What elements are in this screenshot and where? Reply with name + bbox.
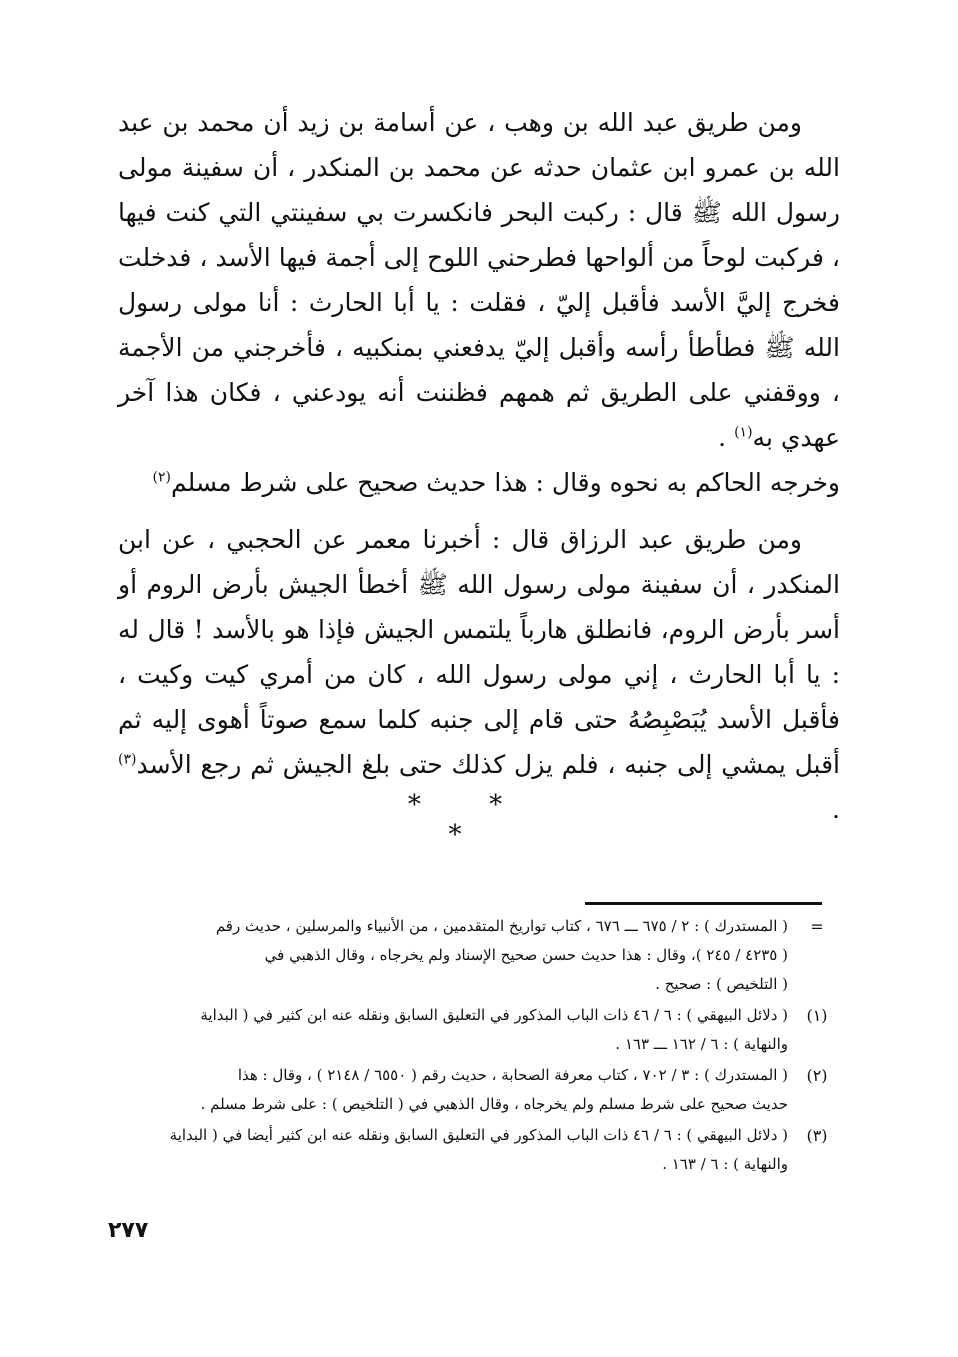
paragraph: [118, 460, 840, 505]
footnote-line: والنهاية ) : ٦ / ١٦٢ ـــ ١٦٣ .: [615, 1035, 788, 1053]
footnote-marker: =: [810, 917, 824, 936]
paragraph-text: وخرجه الحاكم به نحوه وقال : هذا حديث صحيح على شرط مسلم: [170, 468, 840, 497]
paragraph-text: ومن طريق عبد الله بن وهب ، عن أسامة بن زيد أن محمد بن عبد الله بن عمرو ابن عثمان حدثه عن محمد بن المنكدر ، أن سفينة مولى رسول الله ﷺ قال : ركبت البحر فانكسرت بي سفينتي التي كنت فيها ، فركبت لوحاً من ألواحها فطرحني اللوح إلى أجمة فيها الأسد ، فدخلت فخرج إليَّ الأسد فأقبل إليّ ، فقلت : يا أبا الحارث : أنا مولى رسول الله ﷺ فطأطأ رأسه وأقبل إليّ يدفعني بمنكبيه ، فأخرجني من الأجمة ، ووقفني على الطريق ثم همهم فظننت أنه يودعني ، فكان هذا آخر عهدي به: [118, 108, 840, 452]
section-separator: * * *: [407, 790, 533, 850]
footnote-marker: (٣): [806, 1126, 828, 1145]
footnote-marker: (٢): [806, 1066, 828, 1085]
footnotes: [108, 912, 840, 1181]
footnote-item: [108, 912, 840, 999]
footnote-divider: [585, 902, 822, 905]
page-number: ٢٧٧: [108, 1218, 149, 1243]
paragraph-end: .: [718, 423, 735, 452]
footnote-item: [108, 1121, 840, 1179]
footnote-item: [108, 1001, 840, 1059]
footnote-marker: (١): [806, 1006, 828, 1025]
footnote-line: ( المستدرك ) : ٢ / ٦٧٥ ـــ ٦٧٦ ، كتاب تواريخ المتقدمين ، من الأنبياء والمرسلين ، حديث رقم: [215, 917, 788, 935]
main-text: [118, 100, 840, 832]
paragraph-end: .: [832, 795, 840, 824]
footnote-ref: (١): [734, 424, 753, 441]
footnote-line: ( دلائل البيهقي ) : ٦ / ٤٦ ذات الباب المذكور في التعليق السابق ونقله عنه ابن كثير في ( البداية: [200, 1006, 788, 1024]
paragraph: [118, 100, 840, 460]
footnote-line: والنهاية ) : ٦ / ١٦٣ .: [662, 1155, 788, 1173]
footnote-line: ( التلخيص ) : صحيح .: [655, 975, 788, 993]
paragraph-text: ومن طريق عبد الرزاق قال : أخبرنا معمر عن الحجبي ، عن ابن المنكدر ، أن سفينة مولى رسول الله ﷺ أخطأ الجيش بأرض الروم أو أسر بأرض الروم، فانطلق هارباً يلتمس الجيش فإذا هو بالأسد ! قال له : يا أبا الحارث ، إني مولى رسول الله ، كان من أمري كيت وكيت ، فأقبل الأسد يُبَصْبِصُهُ حتى قام إلى جنبه كلما سمع صوتاً أهوى إليه ثم أقبل يمشي إلى جنبه ، فلم يزل كذلك حتى بلغ الجيش ثم رجع الأسد: [118, 525, 840, 779]
footnote-ref: (٢): [152, 469, 171, 486]
footnote-ref: (٣): [118, 751, 137, 768]
footnote-line: ( دلائل البيهقي ) : ٦ / ٤٦ ذات الباب المذكور في التعليق السابق ونقله عنه ابن كثير أيضا في ( البداية: [169, 1126, 788, 1144]
footnote-line: ( ٤٢٣٥ / ٢٤٥ )، وقال : هذا حديث حسن صحيح الإسناد ولم يخرجاه ، وقال الذهبي في: [264, 946, 788, 964]
footnote-line: ( المستدرك ) : ٣ / ٧٠٢ ، كتاب معرفة الصحابة ، حديث رقم ( ٦٥٥٠ / ٢١٤٨ ) ، وقال : هذا: [237, 1066, 788, 1084]
footnote-line: حديث صحيح على شرط مسلم ولم يخرجاه ، وقال الذهبي في ( التلخيص ) : على شرط مسلم .: [200, 1095, 788, 1113]
footnote-item: [108, 1061, 840, 1119]
paragraph: [118, 517, 840, 832]
